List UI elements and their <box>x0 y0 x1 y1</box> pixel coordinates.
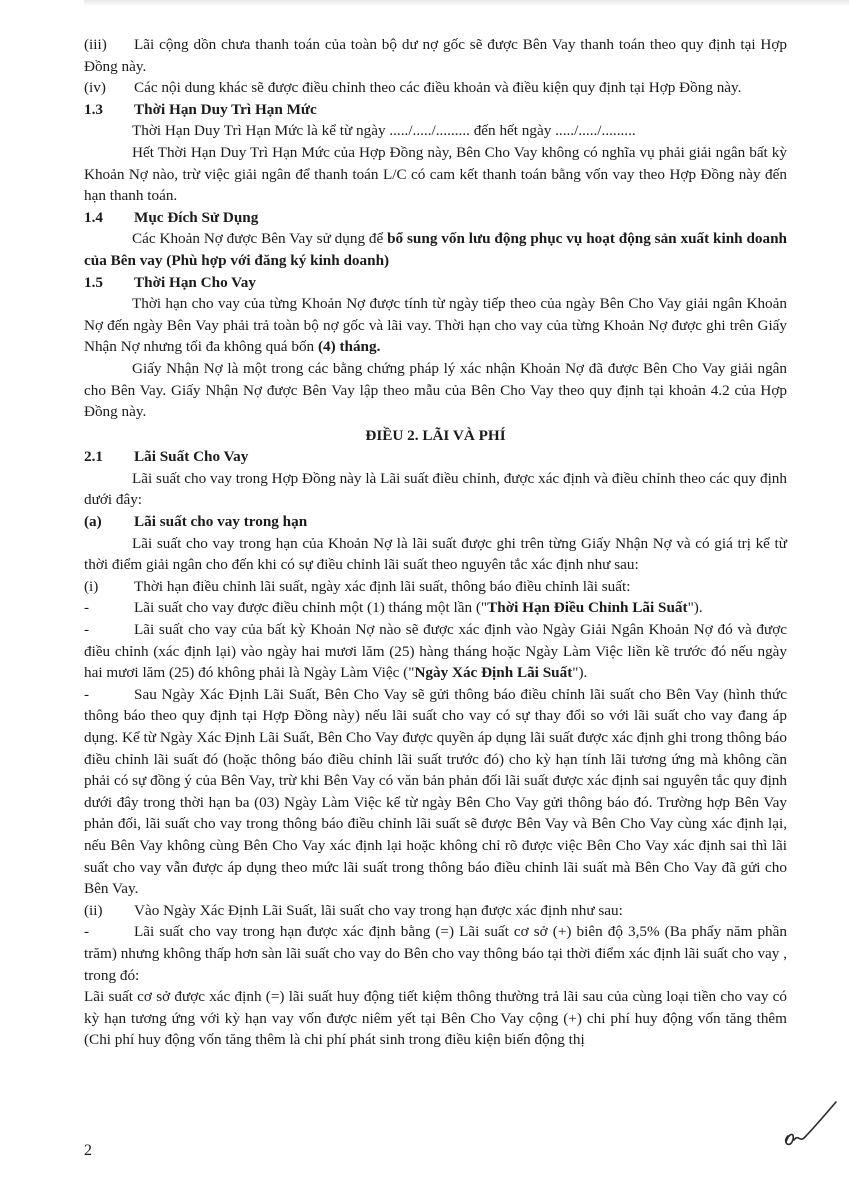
subsection-heading-a <box>84 511 787 533</box>
section-1-5-para-2: Giấy Nhận Nợ là một trong các bằng chứng pháp lý xác nhận Khoản Nợ đã được Bên Cho Vay giải ngân cho Bên Vay. Giấy Nhận Nợ được Bên Vay lập theo mẫu của Bên Cho Vay theo quy định tại khoản 4.2 của Hợp Đồng này. <box>84 359 787 421</box>
dash-item-1 <box>84 597 787 619</box>
section-2-1-para-1: Lãi suất cho vay trong Hợp Đồng này là Lãi suất điều chỉnh, được xác định và điều chỉnh theo các quy định dưới đây: <box>84 469 787 509</box>
item-label: (i) <box>84 577 99 595</box>
base-rate-paragraph: Lãi suất cơ sở được xác định (=) lãi suất huy động tiết kiệm thông thường trả lãi sau của cùng loại tiền cho vay có kỳ hạn tương ứng với kỳ hạn vay vốn được niêm yết tại Bên Cho Vay cộng (+) chi phí huy động vốn tăng thêm (Chi phí huy động vốn tăng thêm là chi phí phát sinh trong điều kiện biến động thị <box>84 988 787 1049</box>
item-text: Thời hạn điều chỉnh lãi suất, ngày xác định lãi suất, thông báo điều chỉnh lãi suất: <box>134 577 631 595</box>
item-label: (iv) <box>84 79 106 97</box>
para-text: Các Khoản Nợ được Bên Vay sử dụng để <box>132 230 388 248</box>
item-text: Các nội dung khác sẽ được điều chỉnh theo các điều khoản và điều kiện quy định tại Hợp Đồng này. <box>134 79 742 97</box>
scan-edge <box>84 0 849 6</box>
page-number: 2 <box>84 1142 92 1159</box>
para-bold-text: bổ sung vốn lưu động phục vụ hoạt động sản xuất kinh doanh của Bên vay (Phù hợp với đăng ký kinh doanh) <box>84 230 787 269</box>
item-label: (ii) <box>84 901 103 919</box>
section-1-5-para-1 <box>84 293 787 358</box>
section-title: Thời Hạn Cho Vay <box>134 273 256 291</box>
dash-text: Lãi suất cho vay được điều chỉnh một (1) tháng một lần (" <box>134 599 488 617</box>
dash-text: Lãi suất cho vay của bất kỳ Khoản Nợ nào sẽ được xác định vào Ngày Giải Ngân Khoản Nợ đó và được điều chỉnh (xác định lại) vào ngày hai mươi lăm (25) hàng tháng hoặc Ngày Làm Việc liền kề trước đó nếu ngày hai mươi lăm (25) đó không phải là Ngày Làm Việc (" <box>84 621 787 682</box>
item-i <box>84 576 787 598</box>
item-text: Vào Ngày Xác Định Lãi Suất, lãi suất cho vay trong hạn được xác định như sau: <box>134 901 623 919</box>
dash-text: Lãi suất cho vay trong hạn được xác định bằng (=) Lãi suất cơ sở (+) biên độ 3,5% (Ba phẩy năm phần trăm) nhưng không thấp hơn sàn lãi suất cho vay do Bên cho vay thông báo tại thời điểm xác định lãi suất cho vay , trong đó: <box>84 923 787 984</box>
dash-label: - <box>84 685 90 703</box>
dash-bold-term: Thời Hạn Điều Chỉnh Lãi Suất <box>487 599 688 617</box>
item-text: Lãi cộng dồn chưa thanh toán của toàn bộ dư nợ gốc sẽ được Bên Vay thanh toán theo quy định tại Hợp Đồng này. <box>84 36 787 75</box>
subsection-a-para-1: Lãi suất cho vay trong hạn của Khoản Nợ là lãi suất được ghi trên từng Giấy Nhận Nợ và có giá trị kể từ thời điểm giải ngân cho đến khi có sự điều chỉnh lãi suất theo nguyên tắc xác định như sau: <box>84 534 787 574</box>
dash-text-end: "). <box>687 599 703 617</box>
section-1-4-para-1 <box>84 228 787 271</box>
section-title: Thời Hạn Duy Trì Hạn Mức <box>134 100 317 118</box>
dash-label: - <box>84 599 90 617</box>
dash-text: Sau Ngày Xác Định Lãi Suất, Bên Cho Vay sẽ gửi thông báo điều chỉnh lãi suất cho Bên Vay (hình thức thông báo theo quy định tại Hợp Đồng này) nếu lãi suất cho vay có sự thay đổi so với lãi suất cho vay đang áp dụng. Kể từ Ngày Xác Định Lãi Suất, Bên Cho Vay được quyền áp dụng lãi suất được xác định ghi trong thông báo điều chỉnh lãi suất đó (hoặc thông báo điều chỉnh lãi suất trước đó) cho kỳ hạn tính lãi tương ứng mà không cần phải có sự đồng ý của Bên Vay, trừ khi Bên Vay có văn bản phản đối lãi suất được xác định sai nguyên tắc quy định dưới đây trong thời hạn ba (03) Ngày Làm Việc kể từ ngày Bên Cho Vay gửi thông báo đó. Trường hợp Bên Vay phản đối, lãi suất cho vay trong thông báo điều chỉnh lãi suất sẽ được Bên Vay và Bên Cho Vay cùng xác định lại, nếu Bên Vay không cùng Bên Cho Vay xác định lại hoặc không chỉ rõ được việc Bên Cho Vay xác định sai thì lãi suất cho vay vẫn được áp dụng theo mức lãi suất trong thông báo điều chỉnh lãi suất mà Bên Cho Vay đã gửi cho Bên Vay. <box>84 685 787 898</box>
section-title: Lãi Suất Cho Vay <box>134 448 249 466</box>
dash-item-3 <box>84 684 787 900</box>
subsection-label: (a) <box>84 513 102 531</box>
section-1-3-para-1: Thời Hạn Duy Trì Hạn Mức là kể từ ngày ...../...../......... đến hết ngày ...../...../......... <box>132 122 636 140</box>
section-heading-2-1 <box>84 446 787 468</box>
section-number: 1.3 <box>84 100 103 118</box>
section-heading-1-4 <box>84 207 787 229</box>
item-iv <box>84 77 787 99</box>
section-number: 1.4 <box>84 208 103 226</box>
para-bold-text: (4) tháng. <box>317 338 381 356</box>
section-number: 1.5 <box>84 273 103 291</box>
article-2-title: ĐIỀU 2. LÃI VÀ PHÍ <box>365 426 506 444</box>
item-ii <box>84 900 787 922</box>
item-iii <box>84 34 787 77</box>
dash-text-end: "). <box>572 664 588 682</box>
section-number: 2.1 <box>84 448 103 466</box>
item-label: (iii) <box>84 36 107 53</box>
dash-label: - <box>84 621 90 639</box>
dash-bold-term: Ngày Xác Định Lãi Suất <box>414 664 573 682</box>
section-heading-1-5 <box>84 272 787 294</box>
section-1-3-para-2: Hết Thời Hạn Duy Trì Hạn Mức của Hợp Đồng này, Bên Cho Vay không có nghĩa vụ phải giải ngân bất kỳ Khoản Nợ nào, trừ việc giải ngân để thanh toán L/C có cam kết thanh toán bằng vốn vay theo Hợp Đồng này đến hạn thanh toán. <box>84 143 787 205</box>
para-text: Thời hạn cho vay của từng Khoản Nợ được tính từ ngày tiếp theo của ngày Bên Cho Vay giải ngân Khoản Nợ đến ngày Bên Vay phải trả toàn bộ nợ gốc và lãi vay. Thời hạn cho vay của từng Khoản Nợ được ghi trên Giấy Nhận Nợ nhưng tối đa không quá bốn <box>84 295 787 356</box>
handwritten-signature <box>780 1090 840 1150</box>
section-title: Mục Đích Sử Dụng <box>134 208 259 226</box>
section-heading-1-3 <box>84 99 787 121</box>
subsection-title: Lãi suất cho vay trong hạn <box>134 513 308 531</box>
dash-item-4 <box>84 921 787 986</box>
dash-label: - <box>84 923 90 941</box>
dash-item-2 <box>84 619 787 684</box>
